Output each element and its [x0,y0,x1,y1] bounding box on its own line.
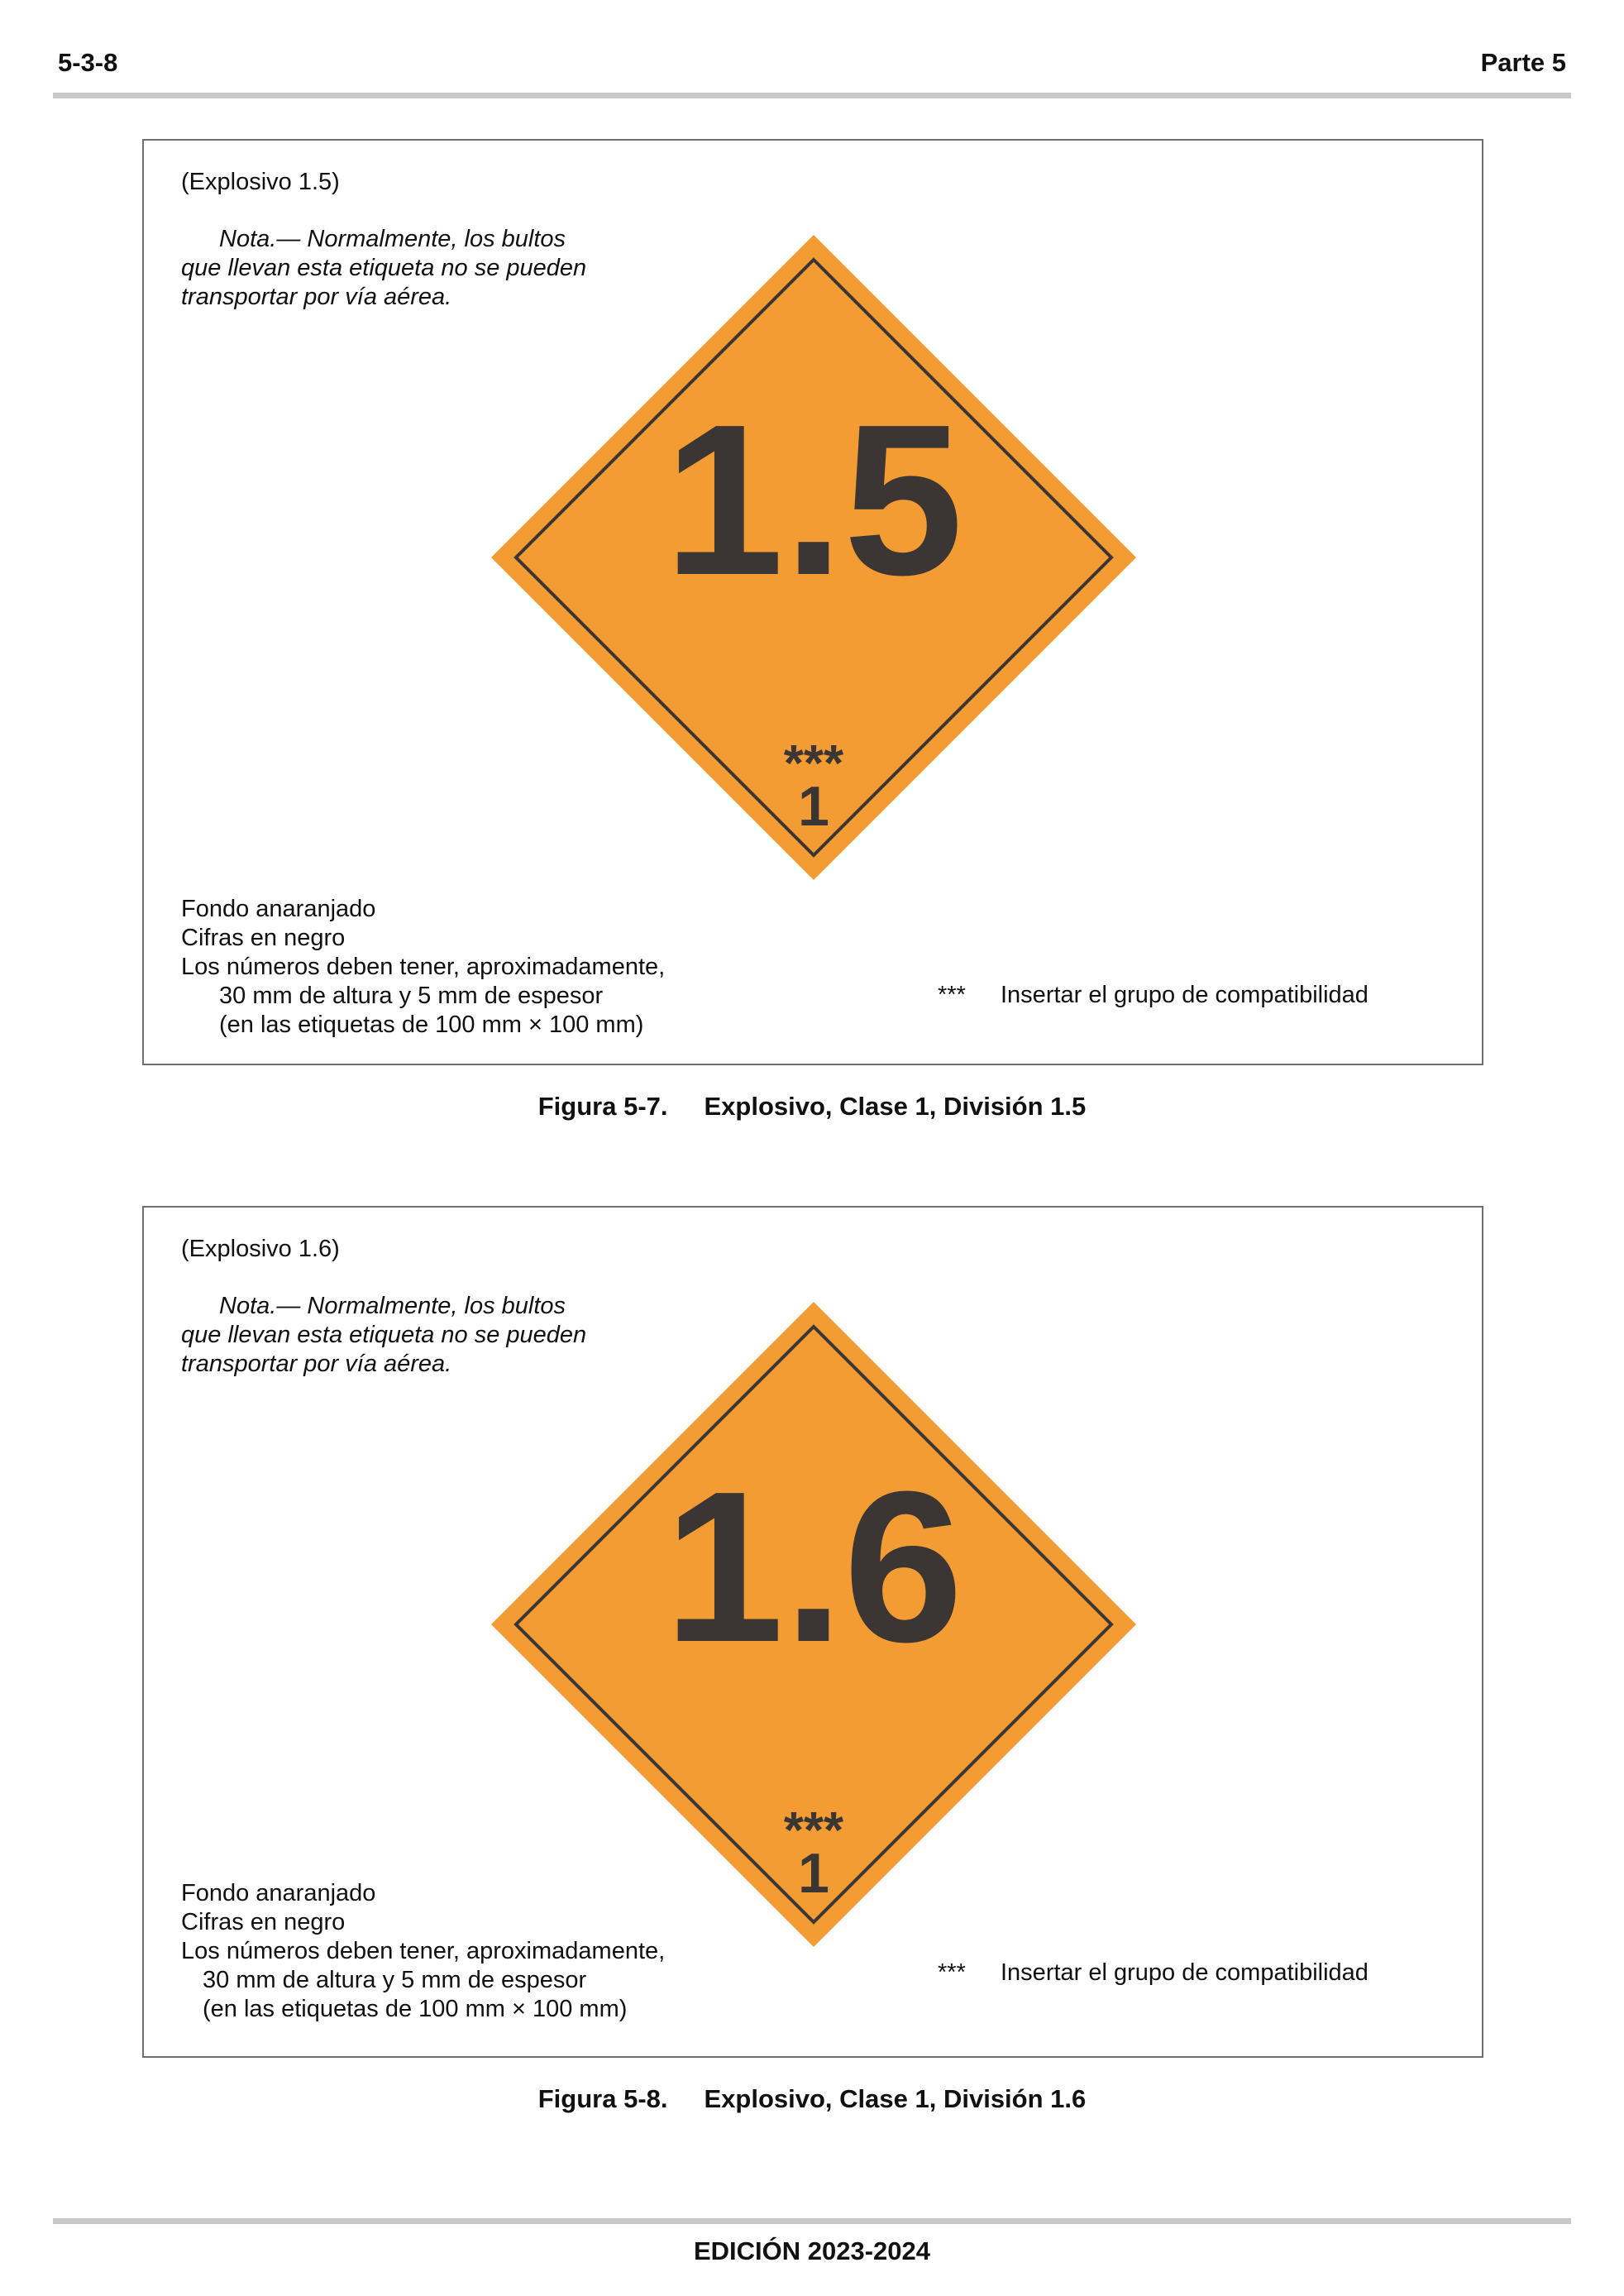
figure-caption-1 [0,1092,1624,1122]
page-number: 5-3-8 [58,48,118,77]
figure-panel-2 [142,1206,1483,2058]
compat-group-placeholder: *** [783,735,844,792]
figure-caption-2 [0,2084,1624,2114]
spec-line: 30 mm de altura y 5 mm de espesor [203,1967,587,1993]
panel-title: (Explosivo 1.5) [181,169,340,195]
caption-text: Explosivo, Clase 1, División 1.5 [704,1092,1087,1121]
division-number: 1.5 [664,380,963,620]
note-line: transportar por vía aérea. [181,284,452,310]
note-line: Nota.— Normalmente, los bultos [219,1293,566,1319]
class-number: 1 [798,775,829,838]
caption-number: Figura 5-7. [537,1092,668,1121]
compat-note-stars: *** [938,1959,966,1986]
edition-footer: EDICIÓN 2023-2024 [693,2236,931,2265]
spec-text [181,1879,665,2024]
spec-line: Los números deben tener, aproximadamente, [181,1938,666,1964]
compat-group-placeholder: *** [783,1802,844,1859]
part-title: Parte 5 [1480,48,1566,77]
footer-rule [53,2218,1571,2224]
class-number: 1 [798,1842,829,1905]
spec-line: Fondo anaranjado [181,896,376,922]
caption-text: Explosivo, Clase 1, División 1.6 [704,2084,1087,2113]
compat-note-text: Insertar el grupo de compatibilidad [1001,1959,1368,1986]
compat-note-text: Insertar el grupo de compatibilidad [1001,982,1368,1008]
spec-line: Cifras en negro [181,925,346,951]
spec-line: Cifras en negro [181,1909,346,1935]
figure-panel-1 [142,139,1483,1065]
note-line: que llevan esta etiqueta no se pueden [181,1322,587,1348]
hazard-label-1-5 [483,227,1144,888]
note-line: Nota.— Normalmente, los bultos [219,226,566,252]
spec-line: 30 mm de altura y 5 mm de espesor [219,983,604,1009]
compat-note [938,1959,1368,1987]
spec-line: (en las etiquetas de 100 mm × 100 mm) [219,1012,644,1038]
hazard-label-1-6 [483,1294,1144,1955]
note-line: que llevan esta etiqueta no se pueden [181,255,587,281]
caption-number: Figura 5-8. [537,2084,668,2113]
compat-note-stars: *** [938,982,966,1008]
header-rule [53,93,1571,98]
spec-line: Los números deben tener, aproximadamente, [181,954,666,980]
compat-note [938,981,1368,1010]
spec-line: Fondo anaranjado [181,1880,376,1906]
spec-line: (en las etiquetas de 100 mm × 100 mm) [203,1996,628,2022]
spec-text [181,895,665,1040]
division-number: 1.6 [664,1447,963,1687]
panel-title: (Explosivo 1.6) [181,1236,340,1262]
note-line: transportar por vía aérea. [181,1351,452,1377]
